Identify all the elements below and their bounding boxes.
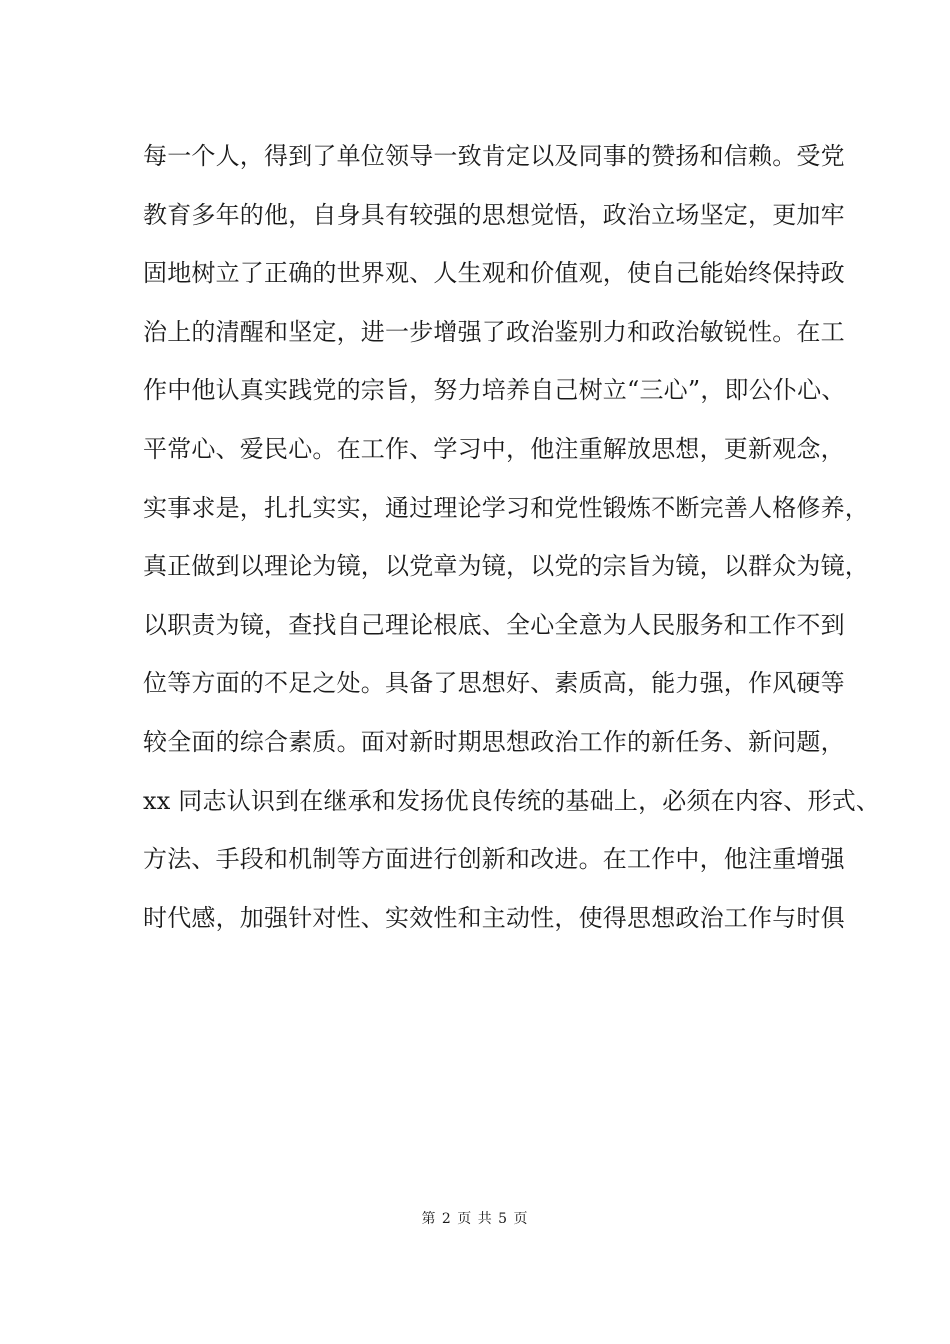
text-line: 方法、手段和机制等方面进行创新和改进。在工作中，他注重增强 <box>143 845 845 874</box>
text-line: xx 同志认识到在继承和发扬优良传统的基础上，必须在内容、形式、 <box>143 786 881 815</box>
text-line: 每一个人，得到了单位领导一致肯定以及同事的赞扬和信赖。受党 <box>143 142 845 170</box>
text-line: 治上的清醒和坚定，进一步增强了政治鉴别力和政治敏锐性。在工 <box>143 317 845 346</box>
text-line: 固地树立了正确的世界观、人生观和价值观，使自己能始终保持政 <box>143 259 845 288</box>
text-line: 较全面的综合素质。面对新时期思想政治工作的新任务、新问题， <box>143 727 845 756</box>
text-line: 教育多年的他，自身具有较强的思想觉悟，政治立场坚定，更加牢 <box>143 200 845 229</box>
text-line: 时代感，加强针对性、实效性和主动性，使得思想政治工作与时俱 <box>143 903 845 932</box>
page-number-label: 第 2 页 共 5 页 <box>421 1211 529 1227</box>
text-line: 平常心、爱民心。在工作、学习中，他注重解放思想，更新观念， <box>143 434 845 463</box>
text-line: 位等方面的不足之处。具备了思想好、素质高，能力强，作风硬等 <box>143 669 845 698</box>
text-line: 真正做到以理论为镜，以党章为镜，以党的宗旨为镜，以群众为镜， <box>143 552 869 581</box>
text-line: 以职责为镜，查找自己理论根底、全心全意为人民服务和工作不到 <box>143 610 845 639</box>
page-number-footer <box>0 1208 950 1228</box>
text-line: 作中他认真实践党的宗旨，努力培养自己树立“三心”，即公仆心、 <box>143 376 846 405</box>
body-paragraph <box>143 136 881 956</box>
text-line: 实事求是，扎扎实实，通过理论学习和党性锻炼不断完善人格修养， <box>143 493 869 522</box>
